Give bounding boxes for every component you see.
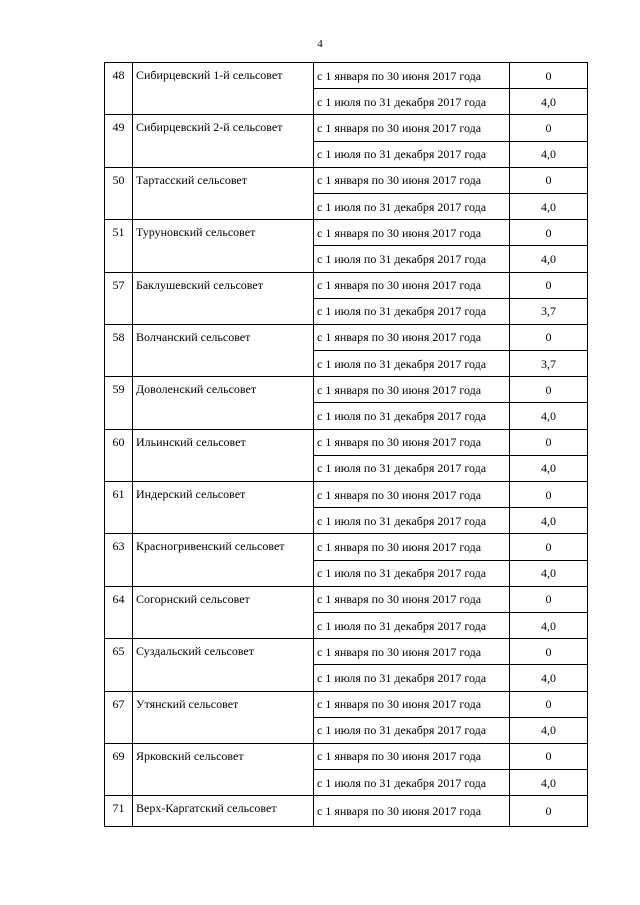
- table-row: [105, 220, 588, 246]
- rate-value-cell: 4,0: [510, 193, 588, 219]
- row-number-cell: 71: [105, 796, 133, 827]
- period-cell: с 1 января по 30 июня 2017 года: [314, 482, 510, 508]
- rate-value-cell: 4,0: [510, 770, 588, 796]
- rate-value-cell: 4,0: [510, 141, 588, 167]
- period-cell: с 1 июля по 31 декабря 2017 года: [314, 298, 510, 324]
- table-row: [105, 377, 588, 403]
- rate-value-cell: 0: [510, 691, 588, 717]
- row-number-cell: 63: [105, 534, 133, 586]
- rate-value-cell: 0: [510, 220, 588, 246]
- period-cell: с 1 июля по 31 декабря 2017 года: [314, 89, 510, 115]
- period-cell: с 1 июля по 31 декабря 2017 года: [314, 455, 510, 481]
- council-name-cell: Красногривенский сельсовет: [133, 534, 314, 586]
- period-cell: с 1 января по 30 июня 2017 года: [314, 691, 510, 717]
- rate-value-cell: 0: [510, 115, 588, 141]
- period-cell: с 1 января по 30 июня 2017 года: [314, 220, 510, 246]
- period-cell: с 1 января по 30 июня 2017 года: [314, 743, 510, 769]
- council-name-cell: Сибирцевский 1-й сельсовет: [133, 63, 314, 115]
- table-body: [105, 63, 588, 827]
- page-number: 4: [317, 38, 323, 50]
- period-cell: с 1 июля по 31 декабря 2017 года: [314, 717, 510, 743]
- rate-value-cell: 0: [510, 377, 588, 403]
- period-cell: с 1 июля по 31 декабря 2017 года: [314, 141, 510, 167]
- period-cell: с 1 января по 30 июня 2017 года: [314, 272, 510, 298]
- rate-value-cell: 3,7: [510, 298, 588, 324]
- row-number-cell: 59: [105, 377, 133, 429]
- table-row: [105, 586, 588, 612]
- rate-value-cell: 0: [510, 167, 588, 193]
- row-number-cell: 65: [105, 639, 133, 691]
- table-row: [105, 796, 588, 827]
- rate-value-cell: 0: [510, 429, 588, 455]
- table-row: [105, 115, 588, 141]
- rate-value-cell: 0: [510, 272, 588, 298]
- table-row: [105, 63, 588, 89]
- row-number-cell: 48: [105, 63, 133, 115]
- council-name-cell: Туруновский сельсовет: [133, 220, 314, 272]
- council-name-cell: Суздальский сельсовет: [133, 639, 314, 691]
- row-number-cell: 50: [105, 167, 133, 219]
- period-cell: с 1 января по 30 июня 2017 года: [314, 586, 510, 612]
- row-number-cell: 58: [105, 324, 133, 376]
- council-name-cell: Индерский сельсовет: [133, 482, 314, 534]
- council-name-cell: Баклушевский сельсовет: [133, 272, 314, 324]
- council-name-cell: Утянский сельсовет: [133, 691, 314, 743]
- rate-value-cell: 0: [510, 482, 588, 508]
- rate-value-cell: 4,0: [510, 246, 588, 272]
- period-cell: с 1 января по 30 июня 2017 года: [314, 796, 510, 827]
- row-number-cell: 61: [105, 482, 133, 534]
- period-cell: с 1 июля по 31 декабря 2017 года: [314, 403, 510, 429]
- table-row: [105, 639, 588, 665]
- rate-value-cell: 3,7: [510, 351, 588, 377]
- period-cell: с 1 января по 30 июня 2017 года: [314, 167, 510, 193]
- rate-value-cell: 4,0: [510, 612, 588, 638]
- period-cell: с 1 июля по 31 декабря 2017 года: [314, 665, 510, 691]
- period-cell: с 1 января по 30 июня 2017 года: [314, 534, 510, 560]
- rate-value-cell: 0: [510, 639, 588, 665]
- council-name-cell: Тартасский сельсовет: [133, 167, 314, 219]
- rate-value-cell: 0: [510, 63, 588, 89]
- table-row: [105, 272, 588, 298]
- council-name-cell: Согорнский сельсовет: [133, 586, 314, 638]
- table-row: [105, 167, 588, 193]
- rates-table: [104, 62, 588, 827]
- rate-value-cell: 4,0: [510, 403, 588, 429]
- period-cell: с 1 января по 30 июня 2017 года: [314, 115, 510, 141]
- period-cell: с 1 июля по 31 декабря 2017 года: [314, 351, 510, 377]
- table-row: [105, 324, 588, 350]
- period-cell: с 1 января по 30 июня 2017 года: [314, 639, 510, 665]
- council-name-cell: Верх-Каргатский сельсовет: [133, 796, 314, 827]
- rate-value-cell: 0: [510, 534, 588, 560]
- council-name-cell: Доволенский сельсовет: [133, 377, 314, 429]
- council-name-cell: Волчанский сельсовет: [133, 324, 314, 376]
- table-row: [105, 534, 588, 560]
- rate-value-cell: 4,0: [510, 560, 588, 586]
- period-cell: с 1 июля по 31 декабря 2017 года: [314, 612, 510, 638]
- period-cell: с 1 января по 30 июня 2017 года: [314, 324, 510, 350]
- rate-value-cell: 4,0: [510, 508, 588, 534]
- row-number-cell: 60: [105, 429, 133, 481]
- period-cell: с 1 июля по 31 декабря 2017 года: [314, 770, 510, 796]
- table-row: [105, 429, 588, 455]
- period-cell: с 1 июля по 31 декабря 2017 года: [314, 246, 510, 272]
- table-row: [105, 743, 588, 769]
- table-row: [105, 482, 588, 508]
- rate-value-cell: 4,0: [510, 455, 588, 481]
- row-number-cell: 69: [105, 743, 133, 795]
- rate-value-cell: 4,0: [510, 89, 588, 115]
- period-cell: с 1 января по 30 июня 2017 года: [314, 63, 510, 89]
- rate-value-cell: 4,0: [510, 717, 588, 743]
- row-number-cell: 64: [105, 586, 133, 638]
- council-name-cell: Ярковский сельсовет: [133, 743, 314, 795]
- row-number-cell: 49: [105, 115, 133, 167]
- council-name-cell: Сибирцевский 2-й сельсовет: [133, 115, 314, 167]
- row-number-cell: 51: [105, 220, 133, 272]
- period-cell: с 1 июля по 31 декабря 2017 года: [314, 508, 510, 534]
- period-cell: с 1 января по 30 июня 2017 года: [314, 429, 510, 455]
- row-number-cell: 57: [105, 272, 133, 324]
- council-name-cell: Ильинский сельсовет: [133, 429, 314, 481]
- rate-value-cell: 0: [510, 743, 588, 769]
- rate-value-cell: 0: [510, 324, 588, 350]
- table-row: [105, 691, 588, 717]
- period-cell: с 1 января по 30 июня 2017 года: [314, 377, 510, 403]
- rate-value-cell: 0: [510, 796, 588, 827]
- period-cell: с 1 июля по 31 декабря 2017 года: [314, 193, 510, 219]
- row-number-cell: 67: [105, 691, 133, 743]
- period-cell: с 1 июля по 31 декабря 2017 года: [314, 560, 510, 586]
- rate-value-cell: 4,0: [510, 665, 588, 691]
- rate-value-cell: 0: [510, 586, 588, 612]
